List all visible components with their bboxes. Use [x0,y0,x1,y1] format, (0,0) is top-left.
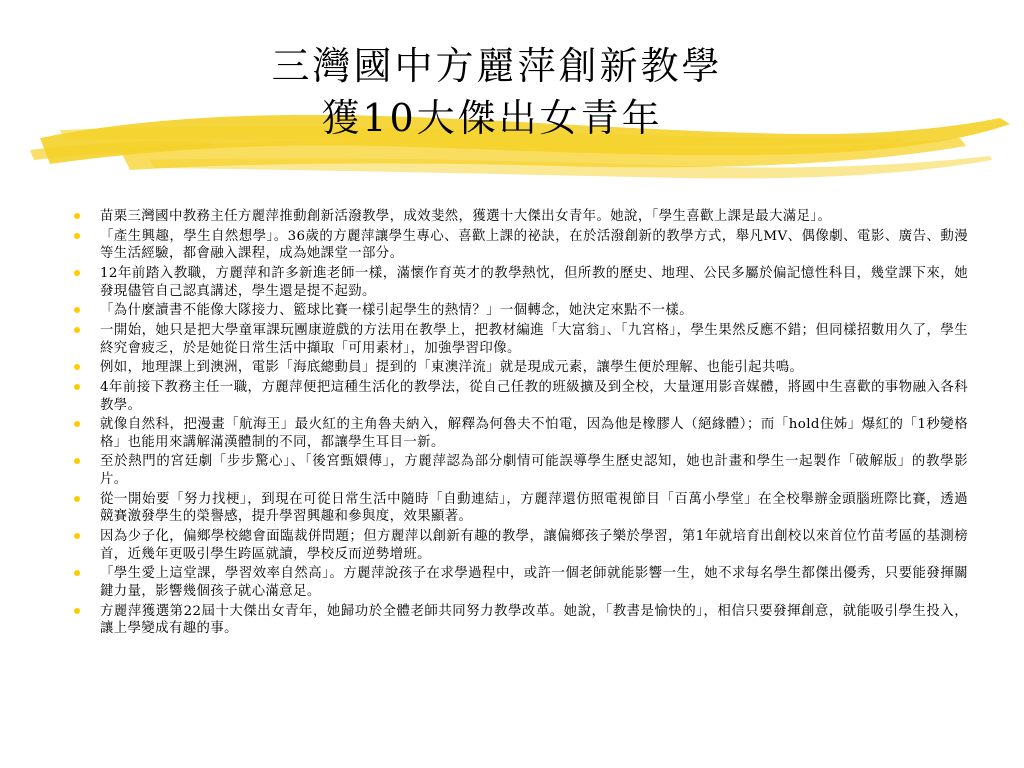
bullet-text: 苗栗三灣國中教務主任方麗萍推動創新活潑教學，成效斐然，獲選十大傑出女青年。她說，「學生喜歡上課是最大滿足」。 [100,209,832,224]
bullet-dot-icon [74,421,80,427]
list-item [74,208,968,226]
list-item [74,528,968,563]
bullet-dot-icon [74,458,80,464]
list-item [74,603,968,638]
bullet-text: 方麗萍獲選第22屆十大傑出女青年，她歸功於全體老師共同努力教學改革。她說，「教書是愉快的」，相信只要發揮創意，就能吸引學生投入，讓上學變成有趣的事。 [100,603,968,637]
bullet-text: 「產生興趣，學生自然想學」。36歲的方麗萍讓學生專心、喜歡上課的祕訣，在於活潑創新的教學方式，舉凡MV、偶像劇、電影、廣告、動漫等生活經驗，都會融入課程，成為她課堂一部分。 [100,228,968,262]
bullet-dot-icon [74,570,80,576]
bullet-dot-icon [74,533,80,539]
list-item [74,565,968,600]
bullet-dot-icon [74,307,80,313]
bullet-text: 「為什麼讀書不能像大隊接力、籃球比賽一樣引起學生的熱情？」一個轉念，她決定來點不一樣。 [100,303,693,319]
bullet-text: 「學生愛上這堂課，學習效率自然高」。方麗萍說孩子在求學過程中，或許一個老師就能影響一生，她不求每名學生都傑出優秀，只要能發揮關鍵力量，影響幾個孩子就心滿意足。 [100,566,968,599]
title-line-1: 三灣國中方麗萍創新教學 [271,44,723,88]
title-line-2: 獲10大傑出女青年 [321,96,663,140]
bullet-dot-icon [74,327,80,333]
bullet-dot-icon [74,496,80,502]
bullet-text: 例如，地理課上到澳洲，電影「海底總動員」提到的「東澳洋流」就是現成元素，讓學生便於理解、也能引起共鳴。 [100,360,804,376]
list-item [74,491,968,526]
list-item [74,302,968,320]
list-item [74,453,968,488]
bullet-dot-icon [74,270,80,276]
bullet-text: 4年前接下教務主任一職，方麗萍便把這種生活化的教學法，從自己任教的班級擴及到全校，大量運用影音媒體，將國中生喜歡的事物融入各科教學。 [100,379,968,413]
bullet-dot-icon [74,233,80,239]
list-item [74,322,968,357]
bullet-dot-icon [74,608,80,614]
list-item [74,416,968,451]
list-item [74,265,968,300]
bullet-text: 12年前踏入教職，方麗萍和許多新進老師一樣，滿懷作育英才的教學熱忱，但所教的歷史、地理、公民多屬於偏記憶性科目，幾堂課下來，她發現儘管自己認真講述，學生還是提不起勁。 [100,265,968,299]
bullet-content [74,208,968,640]
bullet-dot-icon [74,364,80,370]
bullet-list [74,208,968,638]
list-item [74,359,968,377]
list-item [74,379,968,414]
slide-title [0,40,1024,144]
bullet-dot-icon [74,384,80,390]
bullet-text: 至於熱門的宮廷劇「步步驚心」、「後宮甄嬛傳」，方麗萍認為部分劇情可能誤導學生歷史認知，她也計畫和學生一起製作「破解版」的教學影片。 [100,454,968,488]
bullet-dot-icon [74,213,80,219]
bullet-text: 因為少子化，偏鄉學校總會面臨裁併問題；但方麗萍以創新有趣的教學，讓偏鄉孩子樂於學習，第1年就培育出創校以來首位竹苗考區的基測榜首，近幾年更吸引學生跨區就讀，學校反而逆勢增班。 [100,529,968,562]
bullet-text: 一開始，她只是把大學童軍課玩團康遊戲的方法用在教學上，把教材編進「大富翁」、「九宮格」，學生果然反應不錯；但同樣招數用久了，學生終究會疲乏，於是她從日常生活中擷取「可用素材」，加強學習印像。 [100,322,968,356]
bullet-text: 就像自然科，把漫畫「航海王」最火紅的主角魯夫納入，解釋為何魯夫不怕電，因為他是橡膠人（絕緣體）；而「hold住姊」爆紅的「1秒變格格」也能用來講解滿漢體制的不同，都讓學生耳目一新。 [100,417,968,450]
bullet-text: 從一開始要「努力找梗」，到現在可從日常生活中隨時「自動連結」，方麗萍還仿照電視節目「百萬小學堂」在全校舉辦金頭腦班際比賽，透過競賽激發學生的榮譽感，提升學習興趣和參與度，效果顯著。 [100,491,968,525]
list-item [74,228,968,263]
